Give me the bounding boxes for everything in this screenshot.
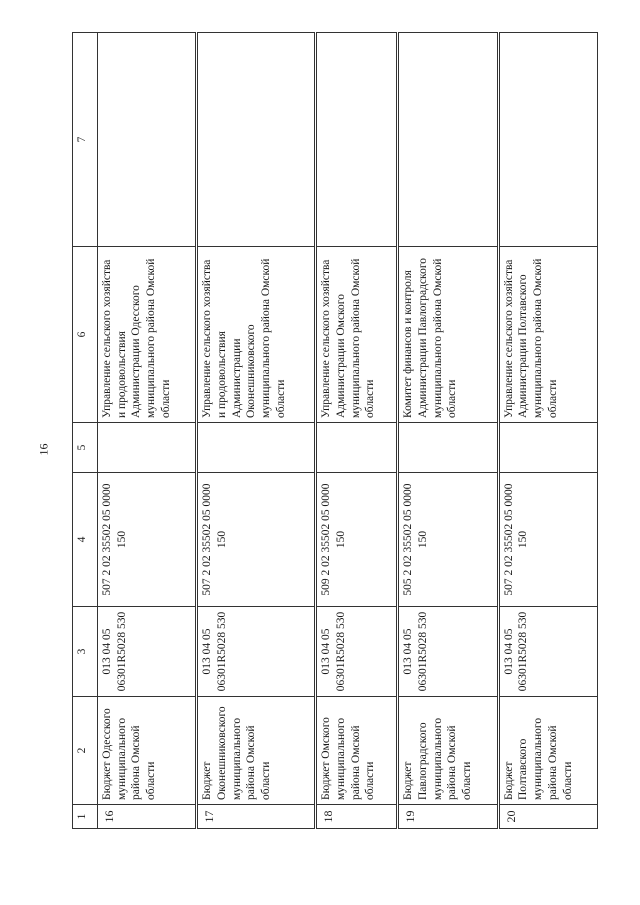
table-row bbox=[98, 33, 197, 829]
row-number: 18 bbox=[316, 805, 398, 829]
income-code: 507 2 02 35502 05 0000 150 bbox=[197, 473, 316, 607]
col5-cell bbox=[316, 423, 398, 473]
table-row bbox=[498, 33, 597, 829]
classification-code: 013 04 05 06301R5028 530 bbox=[197, 607, 316, 697]
income-code: 507 2 02 35502 05 0000 150 bbox=[498, 473, 597, 607]
budget-name: Бюджет Оконешниковского муниципального района Омской области bbox=[197, 697, 316, 805]
table-row bbox=[197, 33, 316, 829]
col7-cell bbox=[316, 33, 398, 247]
classification-code: 013 04 05 06301R5028 530 bbox=[498, 607, 597, 697]
header-col-1: 1 bbox=[73, 805, 98, 829]
col7-cell bbox=[498, 33, 597, 247]
header-col-2: 2 bbox=[73, 697, 98, 805]
income-code: 505 2 02 35502 05 0000 150 bbox=[398, 473, 498, 607]
classification-code: 013 04 05 06301R5028 530 bbox=[316, 607, 398, 697]
income-code: 509 2 02 35502 05 0000 150 bbox=[316, 473, 398, 607]
table-row bbox=[316, 33, 398, 829]
budget-name: Бюджет Павлоградского муниципального района Омской области bbox=[398, 697, 498, 805]
row-number: 20 bbox=[498, 805, 597, 829]
classification-code: 013 04 05 06301R5028 530 bbox=[398, 607, 498, 697]
budget-name: Бюджет Омского муниципального района Омской области bbox=[316, 697, 398, 805]
col5-cell bbox=[197, 423, 316, 473]
col5-cell bbox=[498, 423, 597, 473]
table-header-row bbox=[73, 33, 98, 829]
row-number: 19 bbox=[398, 805, 498, 829]
header-col-4: 4 bbox=[73, 473, 98, 607]
budget-table bbox=[72, 32, 598, 829]
administrator-name: Управление сельского хозяйства и продовольствия Администрации Оконешниковского муниципального района Омской области bbox=[197, 247, 316, 423]
header-col-6: 6 bbox=[73, 247, 98, 423]
budget-name: Бюджет Одесского муниципального района Омской области bbox=[98, 697, 197, 805]
header-col-7: 7 bbox=[73, 33, 98, 247]
table-row bbox=[398, 33, 498, 829]
col7-cell bbox=[398, 33, 498, 247]
header-col-5: 5 bbox=[73, 423, 98, 473]
administrator-name: Управление сельского хозяйства и продовольствия Администрации Одесского муниципального района Омской области bbox=[98, 247, 197, 423]
col5-cell bbox=[98, 423, 197, 473]
page-number: 16 bbox=[36, 443, 51, 456]
col5-cell bbox=[398, 423, 498, 473]
rotated-table-sheet bbox=[72, 33, 598, 829]
administrator-name: Комитет финансов и контроля Администрации Павлоградского муниципального района Омской области bbox=[398, 247, 498, 423]
income-code: 507 2 02 35502 05 0000 150 bbox=[98, 473, 197, 607]
header-col-3: 3 bbox=[73, 607, 98, 697]
administrator-name: Управление сельского хозяйства Администрации Полтавского муниципального района Омской области bbox=[498, 247, 597, 423]
administrator-name: Управление сельского хозяйства Администрации Омского муниципального района Омской области bbox=[316, 247, 398, 423]
classification-code: 013 04 05 06301R5028 530 bbox=[98, 607, 197, 697]
col7-cell bbox=[197, 33, 316, 247]
row-number: 17 bbox=[197, 805, 316, 829]
budget-name: Бюджет Полтавского муниципального района Омской области bbox=[498, 697, 597, 805]
row-number: 16 bbox=[98, 805, 197, 829]
col7-cell bbox=[98, 33, 197, 247]
